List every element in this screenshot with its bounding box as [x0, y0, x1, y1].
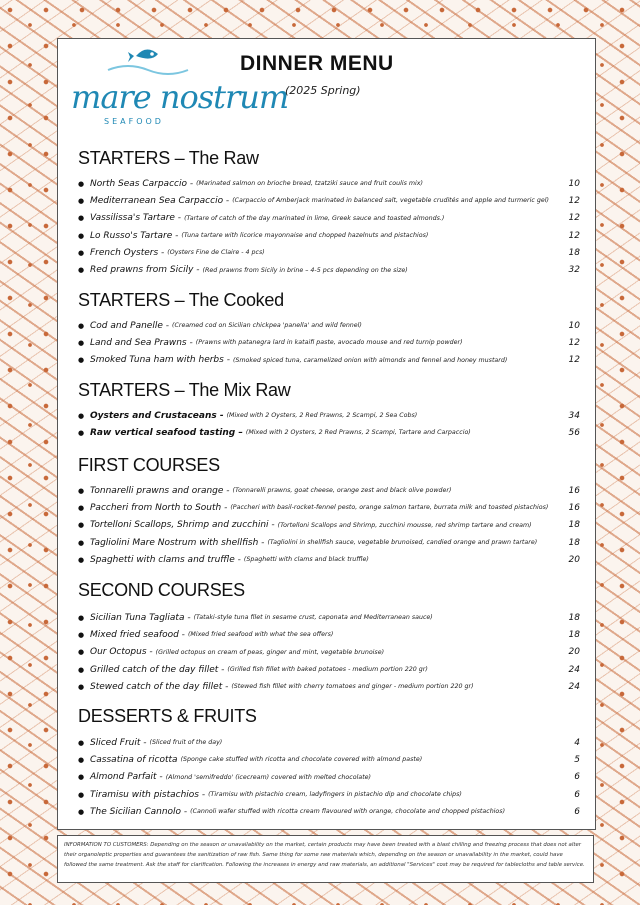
section-title: STARTERS – The Raw	[78, 148, 259, 168]
bullet-icon: ●	[78, 682, 85, 691]
menu-item	[78, 751, 580, 768]
dish-description: (Tiramisu with pistachio cream, ladyfingers in pistachio dip and chocolate chips)	[208, 791, 462, 799]
bullet-icon: ●	[78, 755, 85, 764]
dish-name: Land and Sea Prawns -	[90, 337, 193, 348]
brand-name: mare nostrum	[71, 78, 289, 116]
page-subtitle: (2025 Spring)	[285, 84, 361, 97]
dish-price: 24	[568, 681, 580, 692]
dish-name: Oysters and Crustaceans -	[90, 410, 224, 421]
bullet-icon: ●	[78, 773, 85, 782]
dish-price: 34	[568, 410, 580, 421]
dish-description: (Tagliolini in shellfish sauce, vegetable brunoised, candied orange and prawn tartare)	[267, 539, 538, 547]
dish-price: 6	[574, 806, 580, 817]
menu-item	[78, 244, 580, 261]
dish-description: (Oysters Fine de Claire - 4 pcs)	[167, 249, 265, 257]
bullet-icon: ●	[78, 266, 85, 275]
dish-name: Lo Russo's Tartare -	[90, 230, 179, 241]
bullet-icon: ●	[78, 538, 85, 547]
bullet-icon: ●	[78, 613, 85, 622]
dish-description: (Cannoli wafer stuffed with ricotta cream flavoured with orange, chocolate and chopped pistachios)	[190, 808, 506, 816]
dish-price: 18	[568, 520, 580, 531]
bullet-icon: ●	[78, 411, 85, 420]
dish-price: 16	[568, 485, 580, 496]
menu-item	[78, 210, 580, 227]
dish-price: 6	[574, 789, 580, 800]
menu-item-list	[78, 175, 580, 279]
dish-description: (Tataki-style tuna filet in sesame crust, caponata and Mediterranean sauce)	[193, 614, 433, 622]
dish-name: Tagliolini Mare Nostrum with shellfish -	[90, 537, 265, 548]
menu-item	[78, 534, 580, 551]
menu-item	[78, 352, 580, 369]
dish-description: (Almond 'semifreddo' (icecream) covered with melted chocolate)	[165, 773, 371, 781]
dish-description: (Carpaccio of Amberjack marinated in balanced salt, vegetable crudités and apple and turmeric gel)	[232, 197, 549, 205]
dish-name: Grilled catch of the day fillet -	[90, 664, 225, 675]
menu-item	[78, 175, 580, 192]
dish-name: Smoked Tuna ham with herbs -	[90, 355, 230, 366]
menu-item-list	[78, 407, 580, 442]
menu-item	[78, 661, 580, 678]
dish-price: 20	[568, 647, 580, 658]
menu-item-list	[78, 734, 580, 820]
dish-description: (Mixed with 2 Oysters, 2 Red Prawns, 2 Scampi, 2 Sea Cobs)	[226, 412, 418, 420]
menu-item	[78, 803, 580, 820]
dish-name: Mixed fried seafood -	[90, 629, 185, 640]
dish-price: 12	[568, 230, 580, 241]
menu-item	[78, 769, 580, 786]
dish-price: 5	[574, 754, 580, 765]
dish-name: French Oysters -	[90, 247, 165, 258]
page-title: DINNER MENU	[240, 52, 394, 75]
dish-name: Vassilissa's Tartare -	[90, 213, 182, 224]
menu-item	[78, 551, 580, 568]
section-title: DESSERTS & FRUITS	[78, 706, 257, 726]
menu-item-list	[78, 317, 580, 369]
section-title: STARTERS – The Mix Raw	[78, 380, 291, 400]
menu-item	[78, 626, 580, 643]
bullet-icon: ●	[78, 231, 85, 240]
dish-name: Cod and Panelle -	[90, 320, 169, 331]
menu-item	[78, 609, 580, 626]
customer-notice: INFORMATION TO CUSTOMERS: Depending on the season or unavailability on the market, certain products may have been treated with a blast chilling and freezing process that does not alter their organoleptic properties and guarantees the sanitization of raw fish. Same thing for some raw materials which, depending on the season or unavailability in the market, could have followed the same treatment. Ask the staff for clarification. Following the increases in energy and raw materials, an additional "Services" cost may be required for tablecloths and table service.	[57, 835, 594, 883]
dish-price: 56	[568, 427, 580, 438]
dish-description: (Grilled fish fillet with baked potatoes - medium portion 220 gr)	[227, 666, 428, 674]
dish-price: 24	[568, 664, 580, 675]
dish-description: (Sliced fruit of the day)	[149, 739, 223, 747]
dish-price: 12	[568, 195, 580, 206]
dish-price: 18	[568, 247, 580, 258]
bullet-icon: ●	[78, 356, 85, 365]
dish-price: 32	[568, 265, 580, 276]
dish-description: (Tartare of catch of the day marinated in lime, Greek sauce and toasted almonds.)	[184, 214, 445, 222]
dish-price: 12	[568, 337, 580, 348]
dish-price: 12	[568, 213, 580, 224]
dish-description: (Tuna tartare with licorice mayonnaise and chopped hazelnuts and pistachios)	[181, 232, 429, 240]
bullet-icon: ●	[78, 428, 85, 437]
dish-description: (Stewed fish fillet with cherry tomatoes and ginger - medium portion 220 gr)	[231, 683, 474, 691]
dish-price: 12	[568, 355, 580, 366]
dish-description: (Paccheri with basil-rocket-fennel pesto, orange salmon tartare, burrata milk and toasted pistachios)	[230, 504, 549, 512]
bullet-icon: ●	[78, 321, 85, 330]
menu-item	[78, 261, 580, 278]
dish-price: 10	[568, 178, 580, 189]
dish-description: (Smoked spiced tuna, caramelized onion with almonds and fennel and honey mustard)	[232, 356, 508, 364]
dish-name: Stewed catch of the day fillet -	[90, 681, 229, 692]
bullet-icon: ●	[78, 630, 85, 639]
dish-name: Sliced Fruit -	[90, 737, 147, 748]
bullet-icon: ●	[78, 738, 85, 747]
dish-price: 6	[574, 772, 580, 783]
menu-item	[78, 334, 580, 351]
dish-description: (Creamed cod on Sicilian chickpea 'panella' and wild fennel)	[172, 322, 362, 330]
menu-item	[78, 678, 580, 695]
menu-item	[78, 424, 580, 441]
dish-description: (Grilled octopus on cream of peas, ginger and mint, vegetable brunoise)	[155, 648, 385, 656]
bullet-icon: ●	[78, 521, 85, 530]
dish-name: Our Octopus -	[90, 647, 153, 658]
dish-price: 18	[568, 537, 580, 548]
section-title: SECOND COURSES	[78, 580, 245, 600]
menu-item	[78, 786, 580, 803]
dish-description: (Marinated salmon on brioche bread, tzatziki sauce and fruit coulis mix)	[196, 180, 423, 188]
bullet-icon: ●	[78, 338, 85, 347]
dish-name: Tortelloni Scallops, Shrimp and zucchini -	[90, 520, 275, 531]
menu-item	[78, 734, 580, 751]
menu-item-list	[78, 609, 580, 695]
dish-price: 10	[568, 320, 580, 331]
menu-item	[78, 317, 580, 334]
bullet-icon: ●	[78, 503, 85, 512]
menu-item	[78, 407, 580, 424]
bullet-icon: ●	[78, 214, 85, 223]
dish-price: 18	[568, 612, 580, 623]
dish-name: Cassatina of ricotta	[90, 754, 178, 765]
bullet-icon: ●	[78, 807, 85, 816]
menu-item	[78, 499, 580, 516]
dish-price: 20	[568, 554, 580, 565]
brand-subtitle: SEAFOOD	[104, 117, 164, 126]
bullet-icon: ●	[78, 555, 85, 564]
menu-item-list	[78, 482, 580, 568]
menu-item	[78, 192, 580, 209]
dish-description: (Tortelloni Scallops and Shrimp, zucchini mousse, red shrimp tartare and cream)	[277, 521, 532, 529]
dish-description: (Mixed with 2 Oysters, 2 Red Prawns, 2 Scampi, Tartare and Carpaccio)	[245, 429, 471, 437]
dish-name: North Seas Carpaccio -	[90, 178, 194, 189]
menu-item	[78, 517, 580, 534]
bullet-icon: ●	[78, 196, 85, 205]
dish-price: 16	[568, 502, 580, 513]
dish-name: Tonnarelli prawns and orange -	[90, 485, 230, 496]
dish-name: The Sicilian Cannolo -	[90, 806, 188, 817]
menu-item	[78, 482, 580, 499]
bullet-icon: ●	[78, 248, 85, 257]
dish-name: Spaghetti with clams and truffle -	[90, 554, 241, 565]
section-title: STARTERS – The Cooked	[78, 290, 284, 310]
menu-item	[78, 227, 580, 244]
dish-name: Raw vertical seafood tasting –	[90, 427, 243, 438]
menu-item	[78, 644, 580, 661]
dish-price: 18	[568, 629, 580, 640]
dish-name: Sicilian Tuna Tagliata -	[90, 612, 191, 623]
dish-name: Almond Parfait -	[90, 772, 163, 783]
dish-name: Paccheri from North to South -	[90, 502, 228, 513]
bullet-icon: ●	[78, 486, 85, 495]
dish-name: Tiramisu with pistachios -	[90, 789, 206, 800]
dish-name: Red prawns from Sicily -	[90, 265, 200, 276]
section-title: FIRST COURSES	[78, 455, 220, 475]
dish-price: 4	[574, 737, 580, 748]
dish-description: (Sponge cake stuffed with ricotta and chocolate covered with almond paste)	[180, 756, 423, 764]
bullet-icon: ●	[78, 790, 85, 799]
brand-logo	[68, 40, 289, 130]
dish-description: (Tonnarelli prawns, goat cheese, orange zest and black olive powder)	[232, 487, 452, 495]
dish-description: (Red prawns from Sicily in brine – 4-5 pcs depending on the size)	[202, 266, 408, 274]
bullet-icon: ●	[78, 648, 85, 657]
dish-description: (Prawns with patanegra lard in kataifi paste, avocado mouse and red turnip powder)	[195, 339, 463, 347]
bullet-icon: ●	[78, 665, 85, 674]
dish-name: Mediterranean Sea Carpaccio -	[90, 195, 230, 206]
dish-description: (Mixed fried seafood with what the sea offers)	[187, 631, 334, 639]
bullet-icon: ●	[78, 179, 85, 188]
dish-description: (Spaghetti with clams and black truffle)	[243, 556, 369, 564]
